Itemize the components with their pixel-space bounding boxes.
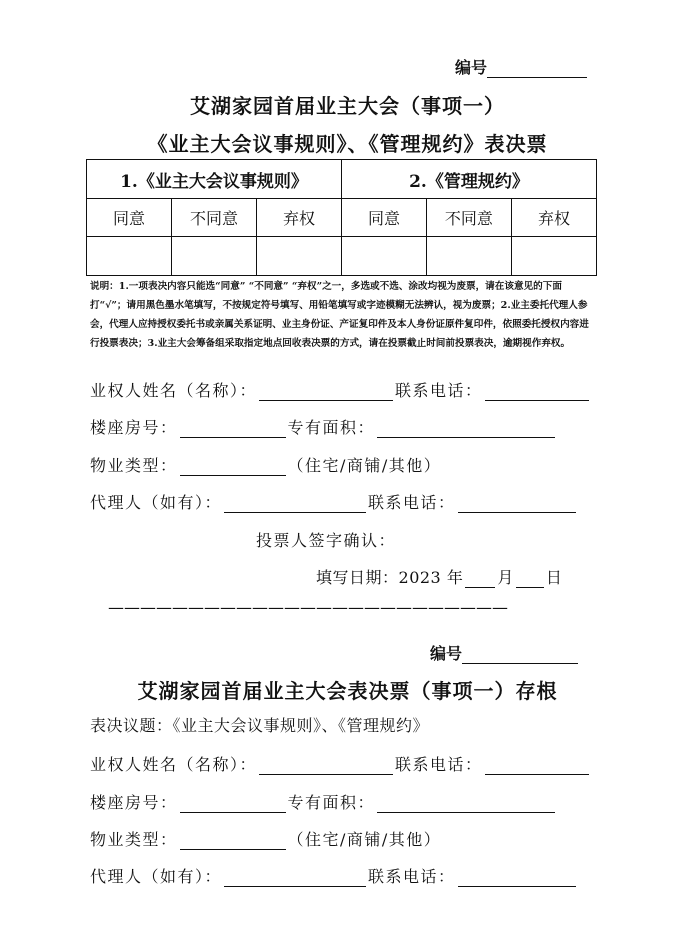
agent-phone-label: 联系电话： <box>368 493 456 512</box>
agent-blank[interactable] <box>224 494 366 513</box>
owner-name-blank[interactable] <box>259 382 393 401</box>
room-row <box>90 415 557 438</box>
stub-phone-blank[interactable] <box>485 756 589 775</box>
stub-property-type-row <box>90 827 441 850</box>
agent-phone-blank[interactable] <box>458 494 576 513</box>
vote-cell-abstain-1[interactable] <box>256 237 341 276</box>
stub-serial-label: 编号 <box>430 644 463 663</box>
vote-cell-disagree-1[interactable] <box>171 237 256 276</box>
stub-agent-row <box>90 864 578 887</box>
stub-title: 艾湖家园首届业主大会表决票（事项一）存根 <box>137 679 558 703</box>
stub-topic-label: 表决议题： <box>90 716 173 735</box>
agent-label: 代理人（如有）： <box>90 493 223 512</box>
year-text: 2023 年 <box>398 568 464 587</box>
date-label: 填写日期： <box>316 568 399 587</box>
stub-room-row <box>90 790 557 813</box>
stub-property-options: （住宅/商铺/其他） <box>287 830 442 849</box>
date-row <box>316 565 562 588</box>
option-abstain-1: 弃权 <box>256 199 341 237</box>
stub-property-type-label: 物业类型： <box>90 830 178 849</box>
stub-serial-blank[interactable] <box>462 645 578 664</box>
stub-topic-row <box>90 713 429 736</box>
serial-label: 编号 <box>455 58 488 77</box>
stub-phone-label: 联系电话： <box>395 755 483 774</box>
vote-cell-agree-2[interactable] <box>341 237 426 276</box>
ballot-title-line1: 艾湖家园首届业主大会（事项一） <box>190 94 505 118</box>
ballot-title-line2: 《业主大会议事规则》、《管理规约》表决票 <box>147 132 548 156</box>
option-disagree-2: 不同意 <box>426 199 511 237</box>
option-agree-2: 同意 <box>341 199 426 237</box>
property-type-label: 物业类型： <box>90 456 178 475</box>
stub-owner-name-label: 业权人姓名（名称）： <box>90 755 258 774</box>
stub-agent-phone-label: 联系电话： <box>368 867 456 886</box>
stub-agent-label: 代理人（如有）： <box>90 867 223 886</box>
phone-label: 联系电话： <box>395 381 483 400</box>
serial-number <box>455 55 587 78</box>
signature-label: 投票人签字确认： <box>256 531 397 550</box>
option-agree-1: 同意 <box>87 199 172 237</box>
stub-agent-phone-blank[interactable] <box>458 868 576 887</box>
stub-area-label: 专有面积： <box>287 793 376 812</box>
day-text: 日 <box>545 568 563 587</box>
day-blank[interactable] <box>516 569 544 588</box>
stub-serial-number <box>430 641 578 664</box>
phone-blank[interactable] <box>485 382 589 401</box>
serial-blank[interactable] <box>487 59 587 78</box>
month-blank[interactable] <box>465 569 495 588</box>
stub-owner-name-blank[interactable] <box>259 756 393 775</box>
stub-owner-name-row <box>90 752 591 775</box>
month-text: 月 <box>497 568 514 587</box>
property-options: （住宅/商铺/其他） <box>287 456 442 475</box>
stub-topic-value: 《业主大会议事规则》、《管理规约》 <box>172 716 430 735</box>
option-disagree-1: 不同意 <box>171 199 256 237</box>
vote-cell-disagree-2[interactable] <box>426 237 511 276</box>
stub-room-blank[interactable] <box>180 794 286 813</box>
vote-item-2-header: 2.《管理规约》 <box>341 160 596 199</box>
property-type-blank[interactable] <box>180 457 286 476</box>
stub-agent-blank[interactable] <box>224 868 366 887</box>
instructions-note: 说明：1.一项表决内容只能选“同意” “不同意” “弃权”之一，多选或不选、涂改均视为废票，请在该意见的下面打“√”；请用黑色墨水笔填写，不按规定符号填写、用铅笔填写或字迹模糊无法辨认，视为废票；2.业主委托代理人参会，代理人应持授权委托书或亲属关系证明、业主身份证、产证复印件及本人身份证原件复印件，依照委托授权内容进行投票表决；3.业主大会筹备组采取指定地点回收表决票的方式，请在投票截止时间前投票表决，逾期视作弃权。 <box>90 281 589 349</box>
stub-area-blank[interactable] <box>377 794 555 813</box>
area-label: 专有面积： <box>287 418 376 437</box>
property-type-row <box>90 453 441 476</box>
option-abstain-2: 弃权 <box>511 199 596 237</box>
cut-line: ————————————————————————— <box>108 598 508 617</box>
vote-cell-agree-1[interactable] <box>87 237 172 276</box>
stub-property-type-blank[interactable] <box>180 831 286 850</box>
vote-table <box>86 159 597 276</box>
room-blank[interactable] <box>180 419 286 438</box>
agent-row <box>90 490 578 513</box>
owner-name-row <box>90 378 591 401</box>
owner-name-label: 业权人姓名（名称）： <box>90 381 258 400</box>
vote-item-1-header: 1.《业主大会议事规则》 <box>87 160 342 199</box>
stub-room-label: 楼座房号： <box>90 793 178 812</box>
area-blank[interactable] <box>377 419 555 438</box>
vote-cell-abstain-2[interactable] <box>511 237 596 276</box>
room-label: 楼座房号： <box>90 418 178 437</box>
